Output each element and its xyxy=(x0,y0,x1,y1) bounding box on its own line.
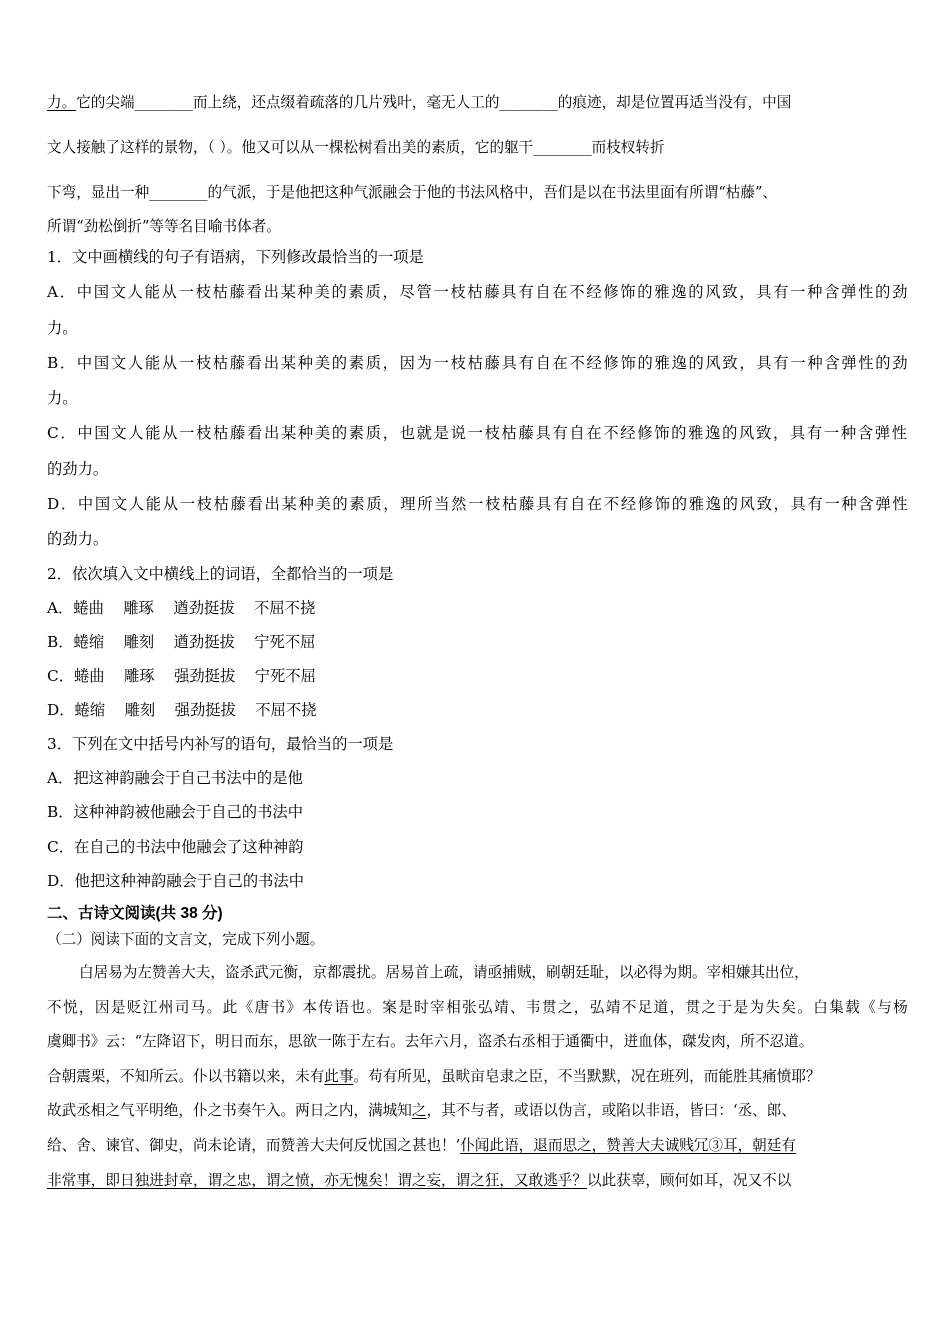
q3-option-d: D．他把这种神韵融会于自己的书法中 xyxy=(47,872,305,890)
q2-option-b: B．蜷缩 雕刻 遒劲挺拔 宁死不屈 xyxy=(47,633,316,651)
q1-option-c-cont: 的劲力。 xyxy=(47,460,109,478)
q2-option-c: C．蜷曲 雕琢 强劲挺拔 宁死不屈 xyxy=(47,667,316,685)
underlined-word: 之 xyxy=(411,1102,427,1119)
classical-line-7: 非常事，即日独进封章，谓之忠，谓之愤，亦无愧矣！谓之妄，谓之狂，又敢逃乎？以此获辜，顾何如耳，况又不以 xyxy=(47,1172,792,1189)
question-1-stem: 1．文中画横线的句子有语病，下列修改最恰当的一项是 xyxy=(47,248,424,266)
underlined-sentence-end: 力。 xyxy=(47,94,77,111)
classical-line-1: 白居易为左赞善大夫，盗杀武元衡，京都震扰。居易首上疏，请亟捕贼，刷朝廷耻，以必得为期。宰相嫌其出位， xyxy=(79,964,809,981)
q1-option-d: D．中国文人能从一枝枯藤看出某种美的素质，理所当然一枝枯藤具有自在不经修饰的雅逸的风致，具有一种含弹性 xyxy=(47,495,910,513)
classical-line-4: 合朝震栗，不知所云。仆以书籍以来，未有此事。苟有所见，虽畎亩皂隶之臣，不当默默，况在班列，而能胜其痛愤耶？ xyxy=(47,1068,821,1085)
underlined-sentence: 非常事，即日独进封章，谓之忠，谓之愤，亦无愧矣！谓之妄，谓之狂，又敢逃乎？ xyxy=(47,1172,587,1189)
underlined-sentence: 仆闻此语，退而思之，赞善大夫诚贱冗③耳，朝廷有 xyxy=(460,1137,796,1154)
q1-option-c: C．中国文人能从一枝枯藤看出某种美的素质，也就是说一枝枯藤具有自在不经修饰的雅逸的风致，具有一种含弹性 xyxy=(47,424,909,442)
q3-option-a: A．把这神韵融会于自己书法中的是他 xyxy=(47,769,303,787)
passage-line-2: 文人接触了这样的景物，（ ）。他又可以从一棵松树看出美的素质，它的躯干________而枝杈转折 xyxy=(47,139,665,156)
passage-line-3: 下弯，显出一种________的气派，于是他把这种气派融会于他的书法风格中，吾们是以在书法里面有所谓“枯藤”、 xyxy=(47,184,778,201)
q1-option-a: A．中国文人能从一枝枯藤看出某种美的素质，尽管一枝枯藤具有自在不经修饰的雅逸的风致，具有一种含弹性的劲 xyxy=(47,283,910,301)
question-2-stem: 2．依次填入文中横线上的词语，全都恰当的一项是 xyxy=(47,565,394,583)
q2-option-a: A．蜷曲 雕琢 遒劲挺拔 不屈不挠 xyxy=(47,599,316,617)
q1-option-b: B．中国文人能从一枝枯藤看出某种美的素质，因为一枝枯藤具有自在不经修饰的雅逸的风致，具有一种含弹性的劲 xyxy=(47,354,910,372)
section-heading: 二、古诗文阅读(共 38 分) xyxy=(47,905,223,922)
classical-line-3: 虞卿书》云：“左降诏下，明日而东，思欲一陈于左右。去年六月，盗杀右丞相于通衢中，迸血体，磔发肉，所不忍道。 xyxy=(47,1033,814,1050)
classical-line-6: 给、舍、谏官、御史，尚未论请，而赞善大夫何反忧国之甚也！’仆闻此语，退而思之，赞善大夫诚贱冗③耳，朝廷有 xyxy=(47,1137,796,1154)
q1-option-b-cont: 力。 xyxy=(47,389,78,407)
q3-option-c: C．在自己的书法中他融会了这种神韵 xyxy=(47,838,304,856)
q3-option-b: B．这种神韵被他融会于自己的书法中 xyxy=(47,803,303,821)
q1-option-d-cont: 的劲力。 xyxy=(47,530,109,548)
classical-line-2: 不悦，因是贬江州司马。此《唐书》本传语也。案是时宰相张弘靖、韦贯之，弘靖不足道，贯之于是为失矣。白集载《与杨 xyxy=(47,999,910,1016)
q2-option-d: D．蜷缩 雕刻 强劲挺拔 不屈不挠 xyxy=(47,701,317,719)
question-3-stem: 3．下列在文中括号内补写的语句，最恰当的一项是 xyxy=(47,735,394,753)
passage-line-4: 所谓“劲松倒折”等等名目喻书体者。 xyxy=(47,218,281,235)
passage-line-1: 力。它的尖端________而上绕，还点缀着疏落的几片残叶，毫无人工的________的痕迹，却是位置再适当没有，中国 xyxy=(47,94,792,111)
section-instruction: （二）阅读下面的文言文，完成下列小题。 xyxy=(47,931,325,948)
underlined-word: 此事 xyxy=(324,1068,354,1085)
classical-line-5: 故武丞相之气平明绝，仆之书奏午入。两日之内，满城知之，其不与者，或语以伪言，或陷以非语，皆曰：‘丞、郎、 xyxy=(47,1102,796,1119)
q1-option-a-cont: 力。 xyxy=(47,319,78,337)
